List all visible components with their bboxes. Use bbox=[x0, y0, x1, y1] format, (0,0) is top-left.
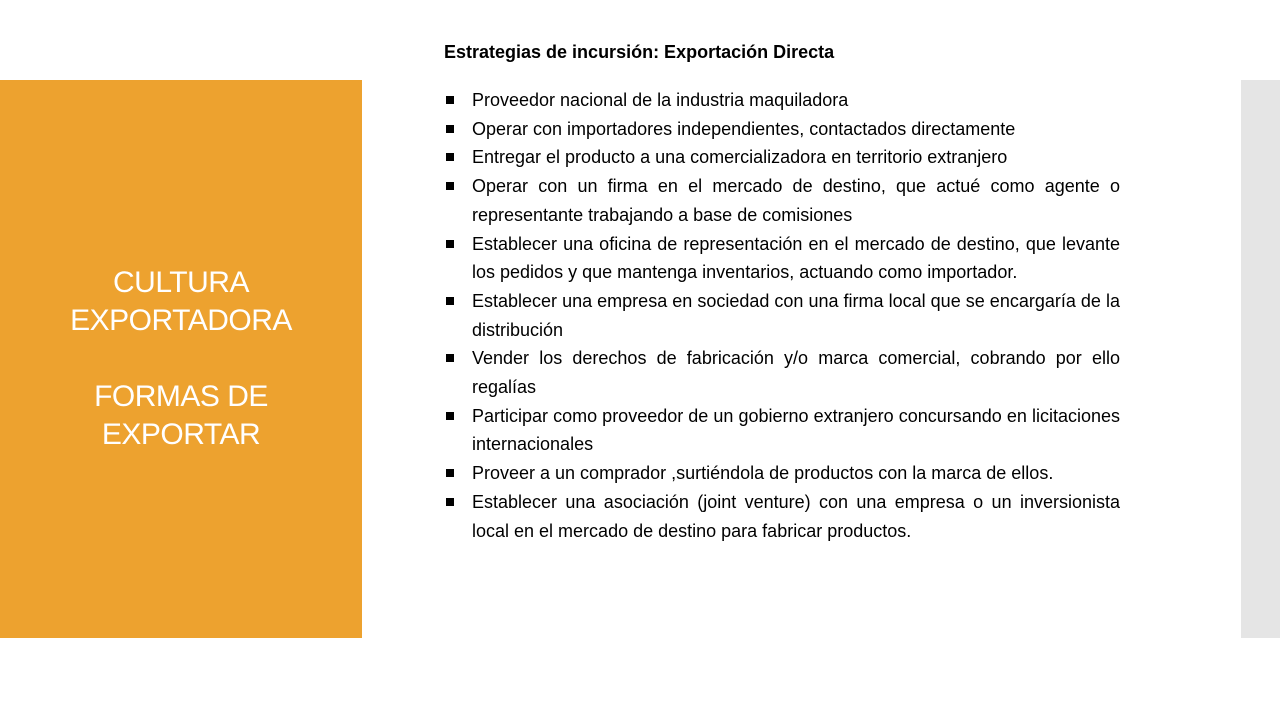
title-line-1: CULTURA bbox=[113, 266, 249, 299]
list-item-text: Establecer una asociación (joint venture) con una empresa o un inversionista local en el mercado de destino para fabricar productos. bbox=[472, 491, 1120, 541]
list-item bbox=[444, 344, 1120, 401]
slide-title bbox=[70, 264, 292, 454]
list-item-text: Entregar el producto a una comercializadora en territorio extranjero bbox=[472, 147, 1008, 168]
list-item bbox=[444, 287, 1120, 344]
list-item bbox=[444, 402, 1120, 459]
list-item bbox=[444, 459, 1120, 488]
list-item-text: Proveer a un comprador ,surtiéndola de productos con la marca de ellos. bbox=[472, 463, 1054, 484]
square-bullet-icon bbox=[446, 498, 454, 506]
square-bullet-icon bbox=[446, 96, 454, 104]
list-item-text: Proveedor nacional de la industria maquiladora bbox=[472, 90, 849, 110]
square-bullet-icon bbox=[446, 354, 454, 362]
content-area bbox=[444, 38, 1120, 545]
square-bullet-icon bbox=[446, 240, 454, 248]
list-item bbox=[444, 86, 1120, 115]
square-bullet-icon bbox=[446, 153, 454, 161]
square-bullet-icon bbox=[446, 182, 454, 190]
subtitle-line-2: EXPORTAR bbox=[101, 418, 261, 451]
square-bullet-icon bbox=[446, 469, 454, 477]
list-item-text: Vender los derechos de fabricación y/o marca comercial, cobrando por ello regalías bbox=[472, 348, 1120, 398]
title-panel bbox=[0, 80, 362, 638]
side-decoration-bar bbox=[1241, 80, 1280, 638]
list-item bbox=[444, 172, 1120, 229]
square-bullet-icon bbox=[446, 412, 454, 420]
title-spacer bbox=[70, 340, 292, 378]
list-item-text: Operar con un firma en el mercado de destino, que actué como agente o representante trabajando a base de comisiones bbox=[472, 176, 1120, 225]
title-line-2: EXPORTADORA bbox=[70, 304, 292, 337]
list-item-text: Establecer una empresa en sociedad con una firma local que se encargaría de la distribución bbox=[472, 290, 1120, 340]
list-item bbox=[444, 230, 1120, 287]
list-item bbox=[444, 488, 1120, 545]
list-item-text: Participar como proveedor de un gobierno extranjero concursando en licitaciones internacionales bbox=[472, 405, 1120, 455]
list-item bbox=[444, 143, 1120, 172]
list-item bbox=[444, 115, 1120, 144]
subtitle-line-1: FORMAS DE bbox=[94, 380, 268, 413]
square-bullet-icon bbox=[446, 297, 454, 305]
strategy-list bbox=[444, 86, 1120, 545]
square-bullet-icon bbox=[446, 125, 454, 133]
list-item-text: Operar con importadores independientes, contactados directamente bbox=[472, 118, 1016, 139]
list-item-text: Establecer una oficina de representación en el mercado de destino, que levante los pedidos y que mantenga inventarios, actuando como importador. bbox=[472, 233, 1120, 283]
section-heading: Estrategias de incursión: Exportación Directa bbox=[444, 42, 835, 62]
